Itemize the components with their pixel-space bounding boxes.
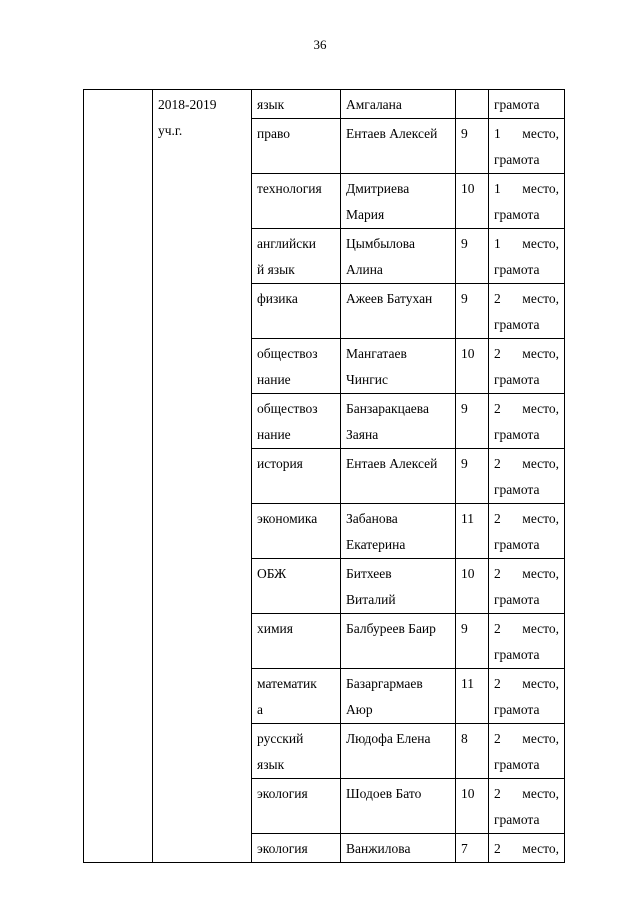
student-name-text: Битхеев	[346, 566, 392, 581]
place-line	[494, 561, 559, 587]
result-cell	[489, 669, 565, 724]
student-name-text: Балбуреев Баир	[346, 621, 436, 636]
student-name-cell	[341, 669, 456, 724]
award-text: грамота	[494, 482, 540, 497]
place-line	[494, 286, 559, 312]
student-name-text: Ажеев Батухан	[346, 291, 433, 306]
student-name-text: Забанова	[346, 511, 398, 526]
award-text: грамота	[494, 372, 540, 387]
result-cell	[489, 559, 565, 614]
place-number: 2	[494, 786, 501, 801]
subject-text: а	[257, 702, 263, 717]
award-text: грамота	[494, 592, 540, 607]
award-text: грамота	[494, 427, 540, 442]
award-text: грамота	[494, 647, 540, 662]
grade-text: 9	[461, 456, 468, 471]
grade-cell	[456, 724, 489, 779]
student-name-cell	[341, 229, 456, 284]
subject-text: обществоз	[257, 346, 318, 361]
grade-text: 10	[461, 346, 475, 361]
grade-cell	[456, 174, 489, 229]
subject-text: история	[257, 456, 303, 471]
place-number: 2	[494, 401, 501, 416]
place-line	[494, 616, 559, 642]
student-name-text: Заяна	[346, 427, 379, 442]
subject-text: русский	[257, 731, 304, 746]
results-table	[83, 89, 565, 863]
student-name-text: Аюр	[346, 702, 373, 717]
subject-text: нание	[257, 427, 291, 442]
place-number: 2	[494, 291, 501, 306]
subject-text: математик	[257, 676, 317, 691]
subject-text: физика	[257, 291, 298, 306]
subject-cell	[252, 339, 341, 394]
grade-cell	[456, 339, 489, 394]
student-name-text: Ентаев Алексей	[346, 126, 438, 141]
award-text: грамота	[494, 207, 540, 222]
student-name-text: Чингис	[346, 372, 388, 387]
subject-text: экология	[257, 786, 308, 801]
student-name-cell	[341, 504, 456, 559]
grade-text: 9	[461, 621, 468, 636]
school-year-line2: уч.г.	[158, 123, 183, 138]
student-name-cell	[341, 834, 456, 863]
student-name-text: Мангатаев	[346, 346, 407, 361]
grade-text: 9	[461, 126, 468, 141]
results-table-body	[84, 90, 565, 863]
grade-text: 11	[461, 676, 474, 691]
subject-cell	[252, 559, 341, 614]
grade-cell	[456, 449, 489, 504]
grade-text: 9	[461, 291, 468, 306]
place-word: место,	[522, 841, 559, 856]
grade-text: 11	[461, 511, 474, 526]
subject-cell	[252, 834, 341, 863]
subject-cell	[252, 504, 341, 559]
subject-cell	[252, 449, 341, 504]
subject-text: язык	[257, 757, 285, 772]
result-cell	[489, 449, 565, 504]
grade-cell	[456, 229, 489, 284]
place-word: место,	[522, 621, 559, 636]
award-text: грамота	[494, 97, 540, 112]
student-name-text: Цымбылова	[346, 236, 415, 251]
subject-text: экономика	[257, 511, 318, 526]
result-cell	[489, 90, 565, 119]
subject-text: английски	[257, 236, 317, 251]
place-number: 2	[494, 456, 501, 471]
result-cell	[489, 724, 565, 779]
subject-text: экология	[257, 841, 308, 856]
award-text: грамота	[494, 317, 540, 332]
school-year-line1: 2018-2019	[158, 97, 217, 112]
subject-cell	[252, 394, 341, 449]
grade-text: 10	[461, 181, 475, 196]
place-number: 2	[494, 841, 501, 856]
place-word: место,	[522, 346, 559, 361]
school-year-cell	[153, 90, 252, 863]
student-name-text: Базаргармаев	[346, 676, 423, 691]
subject-text: право	[257, 126, 290, 141]
result-cell	[489, 229, 565, 284]
place-number: 1	[494, 236, 501, 251]
subject-cell	[252, 284, 341, 339]
grade-text: 8	[461, 731, 468, 746]
award-text: грамота	[494, 757, 540, 772]
student-name-text: Екатерина	[346, 537, 406, 552]
place-line	[494, 231, 559, 257]
place-line	[494, 341, 559, 367]
place-line	[494, 506, 559, 532]
grade-text: 10	[461, 566, 475, 581]
place-word: место,	[522, 401, 559, 416]
student-name-cell	[341, 779, 456, 834]
student-name-cell	[341, 614, 456, 669]
subject-cell	[252, 779, 341, 834]
grade-text: 9	[461, 401, 468, 416]
place-word: место,	[522, 236, 559, 251]
place-word: место,	[522, 676, 559, 691]
place-line	[494, 121, 559, 147]
grade-cell	[456, 834, 489, 863]
place-word: место,	[522, 181, 559, 196]
place-number: 2	[494, 731, 501, 746]
subject-cell	[252, 724, 341, 779]
grade-cell	[456, 504, 489, 559]
award-text: грамота	[494, 537, 540, 552]
grade-cell	[456, 559, 489, 614]
place-word: место,	[522, 456, 559, 471]
student-name-text: Шодоев Бато	[346, 786, 422, 801]
student-name-cell	[341, 559, 456, 614]
place-line	[494, 836, 559, 862]
place-line	[494, 781, 559, 807]
place-number: 2	[494, 566, 501, 581]
student-name-cell	[341, 119, 456, 174]
award-text: грамота	[494, 812, 540, 827]
grade-cell	[456, 669, 489, 724]
empty-index-cell	[84, 90, 153, 863]
subject-text: ОБЖ	[257, 566, 287, 581]
place-line	[494, 451, 559, 477]
grade-cell	[456, 119, 489, 174]
place-word: место,	[522, 126, 559, 141]
subject-cell	[252, 229, 341, 284]
grade-cell	[456, 90, 489, 119]
place-number: 2	[494, 346, 501, 361]
place-number: 1	[494, 181, 501, 196]
student-name-text: Виталий	[346, 592, 396, 607]
place-line	[494, 176, 559, 202]
place-number: 2	[494, 621, 501, 636]
grade-cell	[456, 284, 489, 339]
student-name-text: Банзаракцаева	[346, 401, 429, 416]
subject-text: нание	[257, 372, 291, 387]
student-name-cell	[341, 724, 456, 779]
grade-cell	[456, 394, 489, 449]
table-row	[84, 90, 565, 119]
student-name-text: Алина	[346, 262, 383, 277]
place-line	[494, 726, 559, 752]
place-line	[494, 396, 559, 422]
page-number: 36	[313, 37, 327, 52]
student-name-cell	[341, 174, 456, 229]
student-name-cell	[341, 284, 456, 339]
place-line	[494, 671, 559, 697]
place-word: место,	[522, 566, 559, 581]
place-word: место,	[522, 731, 559, 746]
place-number: 1	[494, 126, 501, 141]
award-text: грамота	[494, 702, 540, 717]
student-name-text: Мария	[346, 207, 385, 222]
subject-cell	[252, 90, 341, 119]
result-cell	[489, 614, 565, 669]
student-name-text: Ентаев Алексей	[346, 456, 438, 471]
student-name-text: Амгалана	[346, 97, 402, 112]
subject-text: й язык	[257, 262, 295, 277]
subject-cell	[252, 614, 341, 669]
subject-cell	[252, 119, 341, 174]
subject-text: технология	[257, 181, 322, 196]
grade-text: 7	[461, 841, 468, 856]
result-cell	[489, 394, 565, 449]
place-word: место,	[522, 786, 559, 801]
result-cell	[489, 504, 565, 559]
subject-text: обществоз	[257, 401, 318, 416]
result-cell	[489, 779, 565, 834]
place-word: место,	[522, 511, 559, 526]
student-name-cell	[341, 449, 456, 504]
award-text: грамота	[494, 152, 540, 167]
place-word: место,	[522, 291, 559, 306]
result-cell	[489, 119, 565, 174]
student-name-text: Ванжилова	[346, 841, 411, 856]
subject-text: язык	[257, 97, 285, 112]
grade-cell	[456, 779, 489, 834]
result-cell	[489, 834, 565, 863]
award-text: грамота	[494, 262, 540, 277]
student-name-cell	[341, 339, 456, 394]
place-number: 2	[494, 511, 501, 526]
student-name-cell	[341, 394, 456, 449]
subject-cell	[252, 669, 341, 724]
grade-cell	[456, 614, 489, 669]
subject-cell	[252, 174, 341, 229]
grade-text: 9	[461, 236, 468, 251]
student-name-cell	[341, 90, 456, 119]
result-cell	[489, 284, 565, 339]
subject-text: химия	[257, 621, 293, 636]
result-cell	[489, 174, 565, 229]
place-number: 2	[494, 676, 501, 691]
result-cell	[489, 339, 565, 394]
student-name-text: Дмитриева	[346, 181, 410, 196]
student-name-text: Людофа Елена	[346, 731, 431, 746]
grade-text: 10	[461, 786, 475, 801]
